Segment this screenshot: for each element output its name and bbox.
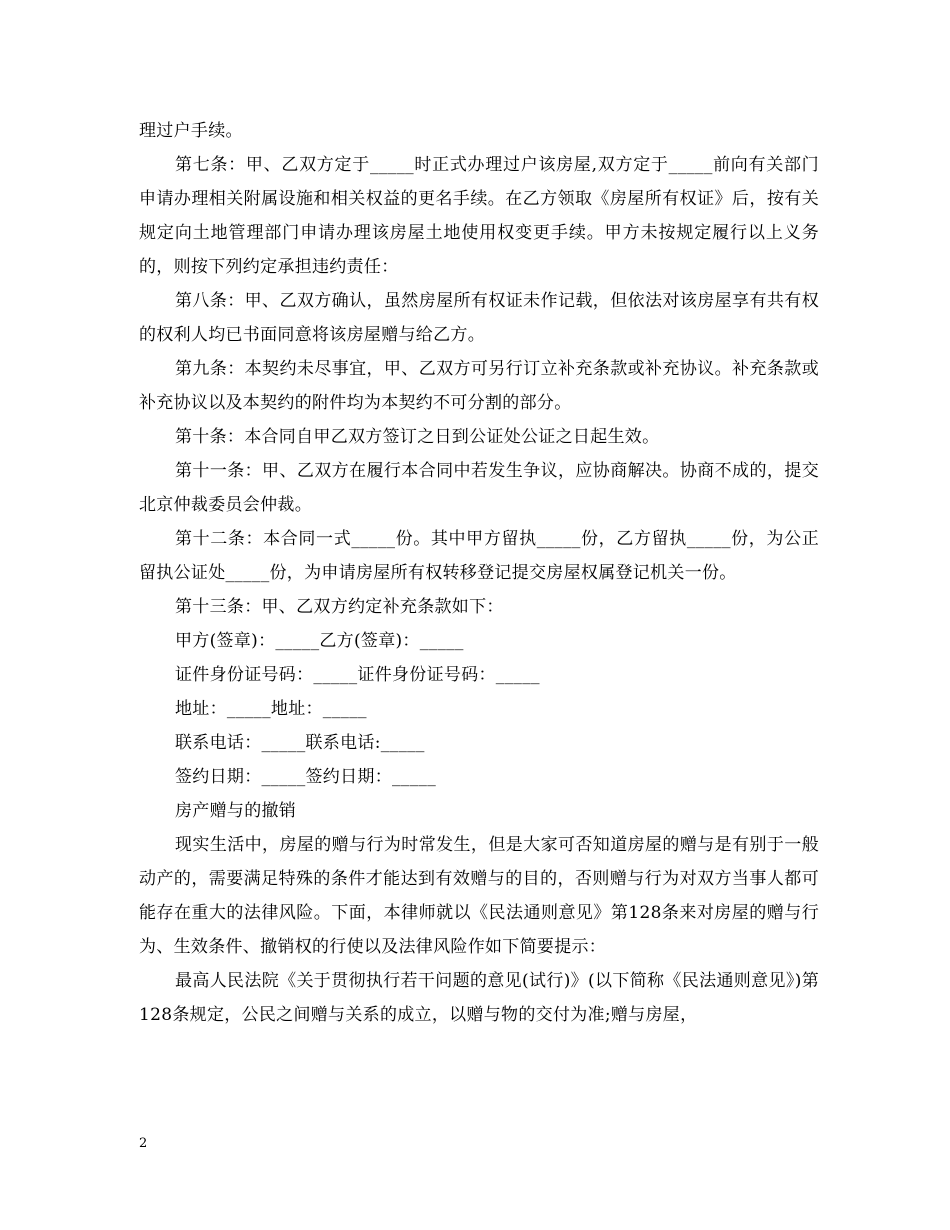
paragraph-court-opinion: 最高人民法院《关于贯彻执行若干问题的意见(试行)》(以下简称《民法通则意见》)第128条规定，公民之间赠与关系的成立，以赠与物的交付为准;赠与房屋， — [139, 971, 819, 1025]
sign-date-line: 签约日期：_____签约日期：_____ — [175, 767, 436, 787]
paragraph-article-9: 第九条：本契约未尽事宜，甲、乙双方可另行订立补充条款或补充协议。补充条款或补充协议以及本契约的附件均为本契约不可分割的部分。 — [139, 359, 819, 413]
paragraph-0: 理过户手续。 — [139, 121, 243, 141]
paragraph-article-7: 第七条：甲、乙双方定于_____时正式办理过户该房屋,双方定于_____前向有关部门申请办理相关附属设施和相关权益的更名手续。在乙方领取《房屋所有权证》后，按有关规定向土地管理部门申请办理该房屋土地使用权变更手续。甲方未按规定履行以上义务的，则按下列约定承担违约责任： — [139, 155, 819, 277]
paragraph-article-10: 第十条：本合同自甲乙双方签订之日到公证处公证之日起生效。 — [175, 427, 660, 447]
id-number-line: 证件身份证号码：_____证件身份证号码：_____ — [175, 665, 540, 685]
signature-line: 甲方(签章)：_____乙方(签章)：_____ — [175, 631, 464, 651]
address-line: 地址：_____地址：_____ — [175, 699, 367, 719]
section-heading: 房产赠与的撤销 — [175, 801, 297, 821]
page-number: 2 — [139, 1136, 148, 1151]
document-body — [139, 114, 819, 1032]
paragraph-intro: 现实生活中，房屋的赠与行为时常发生，但是大家可否知道房屋的赠与是有别于一般动产的，需要满足特殊的条件才能达到有效赠与的目的，否则赠与行为对双方当事人都可能存在重大的法律风险。下面，本律师就以《民法通则意见》第128条来对房屋的赠与行为、生效条件、撤销权的行使以及法律风险作如下简要提示： — [139, 835, 819, 957]
paragraph-article-8: 第八条：甲、乙双方确认，虽然房屋所有权证未作记载，但依法对该房屋享有共有权的权利人均已书面同意将该房屋赠与给乙方。 — [139, 291, 819, 345]
paragraph-article-12: 第十二条：本合同一式_____份。其中甲方留执_____份，乙方留执_____份，为公正留执公证处_____份，为申请房屋所有权转移登记提交房屋权属登记机关一份。 — [139, 529, 819, 583]
paragraph-article-13: 第十三条：甲、乙双方约定补充条款如下： — [175, 597, 504, 617]
phone-line: 联系电话：_____联系电话:_____ — [175, 733, 425, 753]
paragraph-article-11: 第十一条：甲、乙双方在履行本合同中若发生争议，应协商解决。协商不成的，提交北京仲裁委员会仲裁。 — [139, 461, 819, 515]
